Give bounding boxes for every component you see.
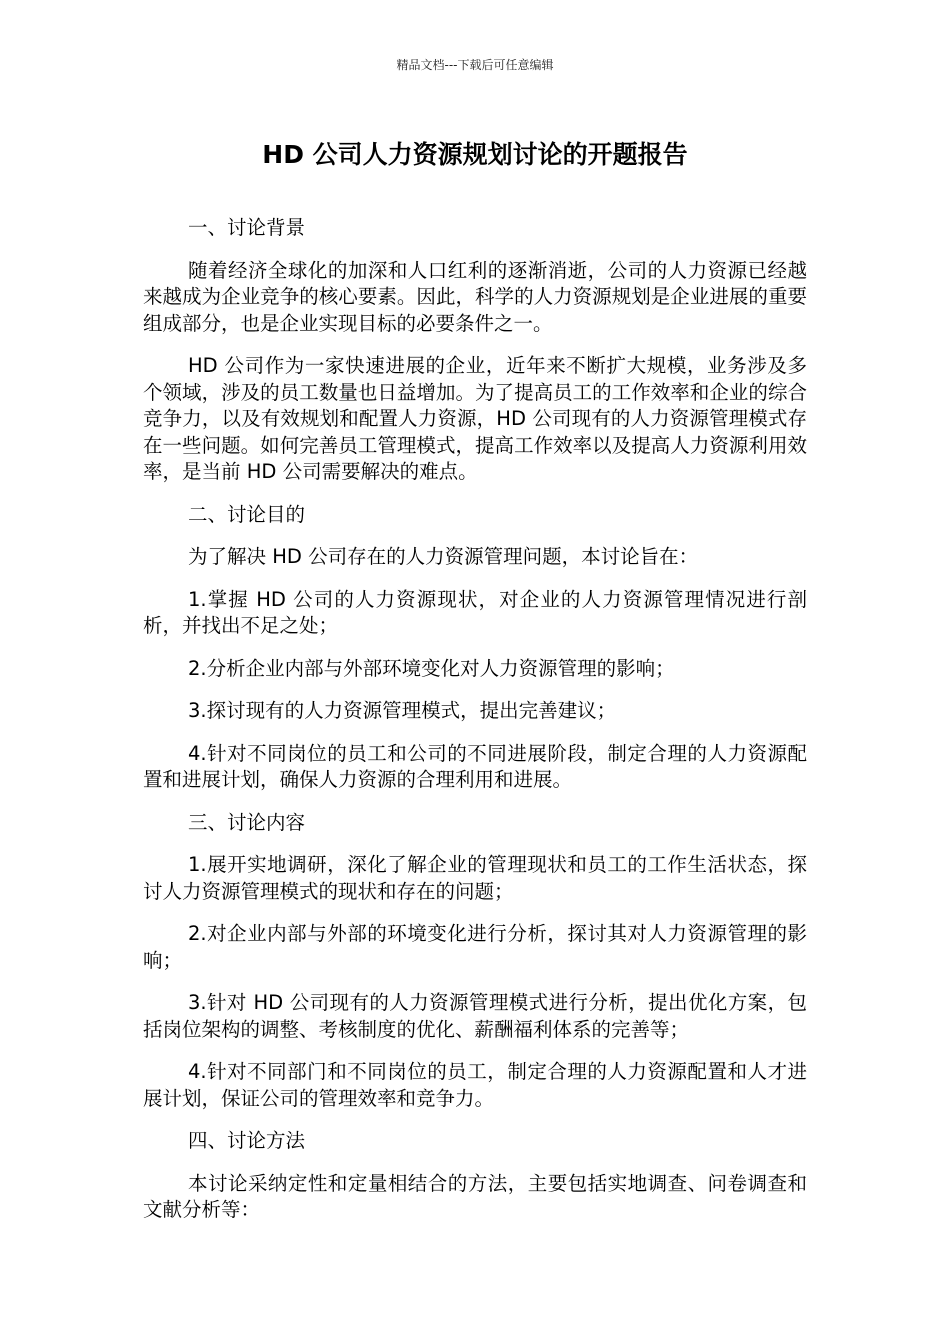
section-heading-purpose: 二、讨论目的 xyxy=(188,502,306,526)
paragraph: HD 公司作为一家快速进展的企业，近年来不断扩大规模，业务涉及多个领域，涉及的员工数量也日益增加。为了提高员工的工作效率和企业的综合竞争力，以及有效规划和配置人力资源，HD 公司现有的人力资源管理模式存在一些问题。如何完善员工管理模式，提高工作效率以及提高人力资源利用效率，是当前 HD 公司需要解决的难点。 xyxy=(143,354,807,483)
document-title: HD 公司人力资源规划讨论的开题报告 xyxy=(262,140,688,169)
document-body xyxy=(143,215,807,1240)
list-item: 2.分析企业内部与外部环境变化对人力资源管理的影响； xyxy=(188,656,675,680)
list-item: 4.针对不同部门和不同岗位的员工，制定合理的人力资源配置和人才进展计划，保证公司的管理效率和竞争力。 xyxy=(143,1060,807,1110)
list-item: 1.掌握 HD 公司的人力资源现状，对企业的人力资源管理情况进行剖析，并找出不足之处； xyxy=(143,587,807,637)
section-heading-method: 四、讨论方法 xyxy=(188,1129,306,1152)
list-item: 4.针对不同岗位的员工和公司的不同进展阶段，制定合理的人力资源配置和进展计划，确保人力资源的合理利用和进展。 xyxy=(143,741,807,791)
list-item: 3.针对 HD 公司现有的人力资源管理模式进行分析，提出优化方案，包括岗位架构的调整、考核制度的优化、薪酬福利体系的完善等； xyxy=(143,991,807,1041)
paragraph: 随着经济全球化的加深和人口红利的逐渐消逝，公司的人力资源已经越来越成为企业竞争的核心要素。因此，科学的人力资源规划是企业进展的重要组成部分，也是企业实现目标的必要条件之一。 xyxy=(143,258,807,335)
section-heading-background: 一、讨论背景 xyxy=(188,216,306,239)
paragraph: 本讨论采纳定性和定量相结合的方法，主要包括实地调查、问卷调查和文献分析等： xyxy=(143,1171,807,1221)
header-note: 精品文档---下载后可任意编辑 xyxy=(396,58,554,72)
section-heading-content: 三、讨论内容 xyxy=(188,810,306,834)
list-item: 1.展开实地调研，深化了解企业的管理现状和员工的工作生活状态，探讨人力资源管理模式的现状和存在的问题； xyxy=(143,853,807,903)
paragraph: 为了解决 HD 公司存在的人力资源管理问题，本讨论旨在： xyxy=(188,545,699,568)
list-item: 3.探讨现有的人力资源管理模式，提出完善建议； xyxy=(188,699,617,722)
list-item: 2.对企业内部与外部的环境变化进行分析，探讨其对人力资源管理的影响； xyxy=(143,922,807,972)
